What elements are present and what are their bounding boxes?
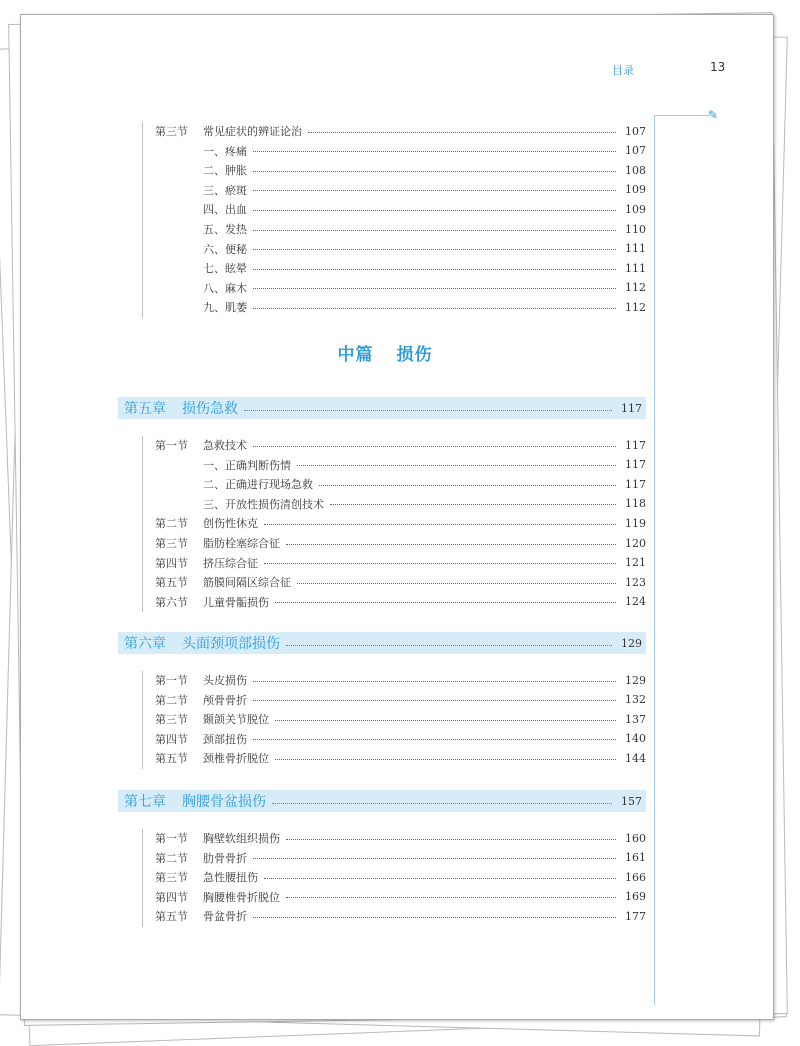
entry-page: 169	[625, 890, 646, 904]
chapter-name: 损伤急救	[182, 401, 238, 417]
leader-dots	[264, 563, 616, 564]
entry-page: 111	[625, 261, 646, 275]
toc-entry[interactable]	[155, 534, 646, 552]
entry-page: 121	[625, 556, 646, 570]
entry-title: 儿童骨骺损伤	[203, 595, 269, 609]
entry-page: 118	[625, 497, 646, 511]
chapter-number: 第七章	[124, 794, 166, 810]
entry-title: 筋膜间隔区综合征	[203, 576, 291, 590]
entry-page: 140	[625, 732, 646, 746]
entry-title: 一、疼痛	[203, 144, 247, 158]
running-header: 目录	[612, 64, 634, 77]
entry-page: 112	[625, 300, 646, 314]
leader-dots	[286, 645, 612, 646]
leader-dots	[253, 230, 616, 231]
entry-title: 三、开放性损伤清创技术	[203, 497, 324, 511]
entry-page: 160	[625, 831, 646, 845]
section-number: 第六节	[155, 595, 188, 609]
entry-title: 五、发热	[203, 223, 247, 236]
entry-title: 常见症状的辨证论治	[203, 125, 302, 138]
entry-page: 120	[625, 536, 646, 550]
chapter-number: 第六章	[124, 636, 166, 652]
toc-entry[interactable]	[155, 691, 646, 709]
leader-dots	[308, 132, 616, 133]
toc-entry[interactable]	[155, 888, 646, 906]
group-rule	[142, 671, 143, 769]
leader-dots	[275, 759, 616, 760]
entry-title: 脂肪栓塞综合征	[203, 537, 280, 550]
leader-dots	[253, 681, 616, 682]
chapter-title	[118, 791, 266, 811]
section-number: 第五节	[155, 576, 188, 590]
leader-dots	[253, 190, 616, 191]
leader-dots	[253, 446, 616, 447]
toc-entry[interactable]	[155, 671, 646, 689]
leader-dots	[319, 485, 616, 486]
group-rule	[142, 122, 143, 318]
toc-entry[interactable]	[155, 554, 646, 572]
toc-entry[interactable]	[155, 475, 646, 493]
chapter-title	[118, 398, 238, 418]
entry-page: 112	[625, 281, 646, 295]
entry-page: 144	[625, 751, 646, 765]
entry-title: 挤压综合征	[203, 556, 258, 570]
entry-title: 颈椎骨折脱位	[203, 752, 269, 766]
entry-title: 二、肿胀	[203, 164, 247, 178]
leader-dots	[286, 897, 616, 898]
toc-entry[interactable]	[155, 220, 646, 238]
entry-title: 创伤性休克	[203, 517, 258, 531]
entry-page: 117	[625, 477, 646, 491]
toc-entry[interactable]	[155, 829, 646, 847]
entry-page: 123	[625, 575, 646, 589]
section-number: 第四节	[155, 556, 188, 570]
toc-entry[interactable]	[155, 456, 646, 474]
chapter-heading[interactable]	[118, 397, 646, 419]
leader-dots	[253, 210, 616, 211]
entry-title: 胸壁软组织损伤	[203, 832, 280, 845]
entry-page: 132	[625, 693, 646, 707]
toc-entry[interactable]	[155, 161, 646, 179]
entry-title: 肋骨骨折	[203, 851, 247, 865]
entry-page: 117	[625, 438, 646, 452]
entry-page: 107	[625, 144, 646, 158]
group-rule	[142, 829, 143, 927]
toc-entry[interactable]	[155, 573, 646, 591]
toc-entry[interactable]	[155, 142, 646, 160]
entry-title: 颞颌关节脱位	[203, 713, 269, 727]
entry-page: 107	[625, 124, 646, 138]
section-number: 第三节	[155, 537, 188, 550]
entry-title: 骨盆骨折	[203, 910, 247, 924]
chapter-page: 157	[621, 794, 642, 808]
entry-page: 166	[625, 870, 646, 884]
section-number: 第一节	[155, 832, 188, 845]
group-rule	[142, 436, 143, 612]
entry-page: 129	[625, 673, 646, 687]
section-number: 第二节	[155, 693, 188, 707]
leader-dots	[253, 308, 616, 309]
toc-entry[interactable]	[155, 200, 646, 218]
entry-title: 急性腰扭伤	[203, 871, 258, 885]
chapter-name: 头面颈项部损伤	[182, 636, 280, 652]
entry-title: 二、正确进行现场急救	[203, 478, 313, 492]
chapter-title	[118, 633, 280, 653]
leader-dots	[286, 839, 616, 840]
entry-title: 四、出血	[203, 203, 247, 217]
section-number: 第四节	[155, 890, 188, 904]
section-number: 第五节	[155, 752, 188, 766]
entry-title: 六、便秘	[203, 242, 247, 256]
leader-dots	[253, 151, 616, 152]
leader-dots	[275, 720, 616, 721]
leader-dots	[253, 917, 616, 918]
margin-rule	[654, 115, 655, 1005]
toc-entry[interactable]	[155, 495, 646, 513]
entry-page: 177	[625, 909, 646, 923]
part-name: 损伤	[396, 345, 433, 365]
entry-title: 胸腰椎骨折脱位	[203, 890, 280, 904]
leader-dots	[253, 858, 616, 859]
leader-dots	[272, 803, 612, 804]
leader-dots	[264, 524, 616, 525]
toc-entry[interactable]	[155, 907, 646, 925]
leader-dots	[253, 269, 616, 270]
section-number: 第二节	[155, 517, 188, 531]
entry-title: 颈部扭伤	[203, 732, 247, 746]
entry-page: 110	[625, 222, 646, 236]
entry-page: 117	[625, 458, 646, 472]
margin-rule-top	[654, 115, 710, 116]
leader-dots	[253, 288, 616, 289]
entry-title: 九、肌萎	[203, 301, 247, 315]
entry-page: 111	[625, 242, 646, 256]
pen-icon: ✎	[708, 108, 719, 122]
leader-dots	[297, 583, 616, 584]
toc-entry[interactable]	[155, 436, 646, 454]
part-prefix: 中篇	[337, 345, 374, 365]
leader-dots	[244, 410, 612, 411]
section-number: 第二节	[155, 851, 188, 865]
chapter-heading[interactable]	[118, 790, 646, 812]
toc-entry[interactable]	[155, 181, 646, 199]
entry-page: 124	[625, 595, 646, 609]
entry-page: 108	[625, 163, 646, 177]
section-number: 第三节	[155, 871, 188, 885]
section-number: 第五节	[155, 910, 188, 924]
leader-dots	[286, 544, 616, 545]
toc-entry[interactable]	[155, 279, 646, 297]
entry-page: 119	[625, 516, 646, 530]
entry-page: 109	[625, 183, 646, 197]
toc-entry[interactable]	[155, 240, 646, 258]
section-number: 第三节	[155, 713, 188, 727]
entry-title: 急救技术	[203, 439, 247, 452]
leader-dots	[264, 878, 616, 879]
entry-title: 头皮损伤	[203, 674, 247, 687]
toc-entry[interactable]	[155, 849, 646, 867]
leader-dots	[253, 739, 616, 740]
page-number: 13	[710, 60, 726, 74]
entry-title: 一、正确判断伤情	[203, 458, 291, 472]
leader-dots	[330, 504, 616, 505]
toc-entry[interactable]	[155, 749, 646, 767]
leader-dots	[253, 249, 616, 250]
entry-title: 七、眩晕	[203, 262, 247, 276]
toc-entry[interactable]	[155, 514, 646, 532]
toc-entry[interactable]	[155, 710, 646, 728]
entry-page: 109	[625, 202, 646, 216]
leader-dots	[275, 602, 616, 603]
chapter-page: 129	[621, 636, 642, 650]
entry-title: 颅骨骨折	[203, 693, 247, 707]
chapter-name: 胸腰骨盆损伤	[182, 794, 266, 810]
section-number: 第一节	[155, 674, 188, 687]
toc-entry[interactable]	[155, 730, 646, 748]
entry-page: 161	[625, 851, 646, 865]
toc-entry[interactable]	[155, 298, 646, 316]
toc-entry[interactable]	[155, 593, 646, 611]
toc-entry[interactable]	[155, 868, 646, 886]
leader-dots	[253, 700, 616, 701]
toc-entry[interactable]	[155, 122, 646, 140]
chapter-page: 117	[621, 401, 642, 415]
entry-title: 三、瘀斑	[203, 183, 247, 197]
toc-entry[interactable]	[155, 259, 646, 277]
section-number: 第四节	[155, 732, 188, 746]
chapter-number: 第五章	[124, 401, 166, 417]
entry-page: 137	[625, 712, 646, 726]
leader-dots	[253, 171, 616, 172]
section-number: 第一节	[155, 439, 188, 452]
section-number: 第三节	[155, 125, 188, 138]
leader-dots	[297, 465, 616, 466]
part-title	[0, 340, 770, 365]
chapter-heading[interactable]	[118, 632, 646, 654]
entry-title: 八、麻木	[203, 281, 247, 295]
